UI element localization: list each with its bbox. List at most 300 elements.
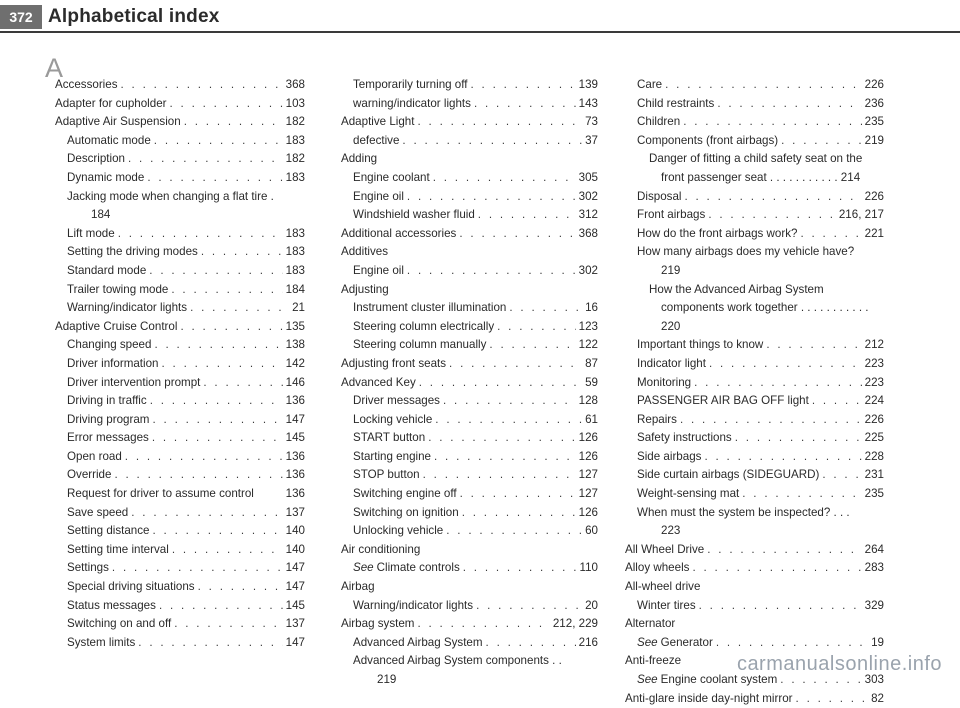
entry-page: 145 [285, 598, 305, 612]
index-entry [637, 132, 884, 151]
index-entry [55, 318, 305, 337]
entry-term: Driver messages [353, 394, 440, 408]
entry-term: STOP button [353, 468, 420, 482]
index-entry [353, 336, 598, 355]
entry-page: 216 [578, 635, 598, 649]
leader-dots [699, 597, 862, 616]
index-entry [67, 634, 305, 653]
leader-dots [735, 429, 862, 448]
index-column-3 [625, 76, 884, 708]
leader-dots [716, 634, 868, 653]
index-entry [637, 411, 884, 430]
entry-term: Steering column manually [353, 338, 487, 352]
index-entry [55, 76, 305, 95]
entry-term: Side airbags [637, 449, 702, 463]
entry-page: 103 [285, 96, 305, 110]
entry-page: 219 [864, 133, 884, 147]
index-entry [353, 652, 598, 689]
entry-page: 136 [285, 394, 305, 408]
entry-term-text: Climate controls [376, 561, 460, 575]
entry-term: Unlocking vehicle [353, 524, 444, 538]
entry-page: 235 [864, 115, 884, 129]
entry-page: 59 [585, 375, 598, 389]
leader-dots [159, 597, 283, 616]
leader-dots [419, 374, 582, 393]
leader-dots [407, 262, 576, 281]
entry-term: How the Advanced Airbag System components work together [649, 282, 824, 315]
leader-dots [118, 225, 283, 244]
leader-dots [489, 336, 575, 355]
entry-term: Adaptive Light [341, 115, 415, 129]
leader-dots [428, 429, 575, 448]
entry-page: 128 [578, 394, 598, 408]
entry-page: 136 [285, 487, 305, 501]
leader-dots [486, 634, 576, 653]
index-entry [67, 336, 305, 355]
entry-page: 16 [585, 301, 598, 315]
index-heading: Air conditioning [341, 542, 421, 556]
entry-page: 305 [578, 170, 598, 184]
index-entry [67, 522, 305, 541]
entry-page: 136 [285, 468, 305, 482]
entry-term: Winter tires [637, 598, 696, 612]
entry-term: Adapter for cupholder [55, 96, 167, 110]
entry-page: 182 [285, 115, 305, 129]
index-entry [637, 206, 884, 225]
entry-term: warning/indicator lights [353, 96, 471, 110]
index-entry [353, 411, 598, 430]
entry-term: Engine coolant [353, 170, 430, 184]
index-entry [55, 95, 305, 114]
leader-dots [708, 206, 836, 225]
leader-dots [407, 188, 576, 207]
entry-page: 110 [579, 561, 598, 575]
leader-dots [717, 95, 861, 114]
entry-term: Disposal [637, 189, 682, 203]
index-heading: Airbag [341, 580, 375, 594]
index-entry [637, 392, 884, 411]
entry-page: 147 [285, 412, 305, 426]
index-entry [353, 466, 598, 485]
entry-page: 139 [578, 78, 598, 91]
leader-dots [402, 132, 582, 151]
entry-page: 312 [578, 208, 598, 222]
leader-dots [121, 76, 283, 95]
entry-term: Instrument cluster illumination [353, 301, 507, 315]
entry-term: Driver intervention prompt [67, 375, 201, 389]
index-heading: Adjusting [341, 282, 389, 296]
entry-page: 223 [864, 356, 884, 370]
see-reference: See [637, 635, 658, 649]
leader-dots [478, 206, 576, 225]
index-entry [353, 76, 598, 95]
entry-page: 37 [585, 133, 598, 147]
entry-term: Side curtain airbags (SIDEGUARD) [637, 468, 820, 482]
index-entry [341, 355, 598, 374]
leader-dots [692, 559, 861, 578]
entry-page: 140 [285, 542, 305, 556]
leader-dots [709, 355, 862, 374]
entry-page: 329 [864, 598, 884, 612]
index-entry [67, 411, 305, 430]
index-entry [67, 448, 305, 467]
leader-dots [446, 522, 582, 541]
see-reference: See [637, 673, 658, 686]
leader-dots [114, 466, 282, 485]
entry-term: PASSENGER AIR BAG OFF light [637, 394, 809, 408]
entry-page: 225 [864, 431, 884, 445]
leader-dots [417, 615, 549, 634]
leader-dots [180, 318, 282, 337]
entry-page: 220 [661, 319, 681, 333]
leader-dots [459, 225, 575, 244]
leader-dots [665, 76, 862, 95]
entry-page: 368 [578, 226, 598, 240]
leader-dots [128, 150, 283, 169]
page-number-badge: 372 [0, 5, 42, 29]
index-entry [341, 374, 598, 393]
entry-page: 140 [285, 524, 305, 538]
entry-page: 183 [285, 245, 305, 259]
index-entry [637, 355, 884, 374]
entry-term: Save speed [67, 505, 129, 519]
entry-page: 219 [661, 263, 681, 277]
leader-dots [154, 336, 282, 355]
index-entry [637, 597, 884, 616]
index-entry [67, 132, 305, 151]
entry-term: Monitoring [637, 375, 692, 389]
index-entry [625, 559, 884, 578]
entry-term [353, 559, 460, 578]
entry-term: Jacking mode when changing a flat tire . [67, 189, 274, 203]
index-entry [55, 113, 305, 132]
entry-page: 368 [285, 78, 305, 91]
index-entry [67, 615, 305, 634]
index-entry [353, 262, 598, 281]
entry-term: Front airbags [637, 208, 706, 222]
index-entry [353, 634, 598, 653]
entry-page: 303 [864, 673, 884, 686]
leader-dots [694, 374, 862, 393]
header-divider [0, 31, 960, 33]
entry-term: Special driving situations [67, 580, 195, 594]
leader-dots [417, 113, 582, 132]
leader-dots [435, 411, 582, 430]
entry-page: 126 [578, 505, 598, 519]
leader-dots [433, 169, 576, 188]
entry-term: Airbag system [341, 617, 415, 631]
entry-page: 231 [864, 468, 884, 482]
leader-dots: . . . . . . . . . . . [797, 301, 869, 315]
leader-dots [434, 448, 576, 467]
leader-dots [704, 448, 861, 467]
entry-term: Settings [67, 561, 109, 575]
entry-term: Care [637, 78, 663, 91]
leader-dots [781, 132, 862, 151]
entry-page: 302 [578, 189, 598, 203]
entry-term: Weight-sensing mat [637, 487, 740, 501]
entry-page: 127 [578, 487, 598, 501]
entry-term: Repairs [637, 412, 677, 426]
entry-page: 60 [585, 524, 598, 538]
entry-page: 146 [285, 375, 305, 389]
index-heading: All-wheel drive [625, 580, 701, 594]
index-entry [353, 299, 598, 318]
entry-term: Setting distance [67, 524, 150, 538]
entry-page: 214 [840, 170, 861, 184]
entry-page: 212 [864, 338, 884, 352]
entry-page: 126 [578, 449, 598, 463]
leader-dots [423, 466, 576, 485]
entry-page: 147 [285, 561, 305, 575]
entry-page: 137 [285, 505, 305, 519]
see-reference: See [353, 561, 374, 575]
entry-term: Indicator light [637, 356, 706, 370]
index-entry [353, 132, 598, 151]
index-column-2 [341, 76, 598, 690]
entry-term: Advanced Airbag System components . . [353, 654, 562, 668]
entry-term: Changing speed [67, 338, 152, 352]
index-entry [67, 392, 305, 411]
index-entry [625, 541, 884, 560]
leader-dots [822, 466, 861, 485]
index-heading: Additives [341, 245, 389, 259]
index-entry [637, 188, 884, 207]
index-entry [67, 429, 305, 448]
entry-page: 136 [285, 449, 305, 463]
leader-dots [449, 355, 582, 374]
entry-page: 73 [585, 115, 598, 129]
leader-dots [509, 299, 582, 318]
entry-term: Override [67, 468, 112, 482]
index-entry [341, 615, 598, 634]
entry-term: Engine oil [353, 263, 404, 277]
index-entry [637, 336, 884, 355]
entry-page: 184 [91, 208, 111, 222]
index-entry [67, 243, 305, 262]
index-entry [353, 169, 598, 188]
entry-page: 212, 229 [552, 617, 598, 631]
leader-dots [707, 541, 861, 560]
leader-dots [742, 485, 861, 504]
leader-dots [680, 411, 862, 430]
entry-term: Request for driver to assume control [67, 487, 254, 501]
entry-page: 147 [285, 635, 305, 649]
leader-dots [476, 597, 582, 616]
index-entry [341, 113, 598, 132]
entry-term: Description [67, 152, 125, 166]
entry-page: 126 [578, 431, 598, 445]
index-entry [637, 150, 884, 187]
entry-page: 228 [864, 449, 884, 463]
index-entry [67, 299, 305, 318]
leader-dots [152, 429, 283, 448]
leader-dots: . . . . . . . . . . . [766, 170, 841, 184]
entry-page: 226 [864, 78, 884, 91]
entry-term: Standard mode [67, 263, 147, 277]
entry-page: 87 [585, 356, 598, 370]
leader-dots [766, 336, 861, 355]
entry-term: Locking vehicle [353, 412, 433, 426]
entry-page: 216, 217 [838, 208, 884, 222]
entry-term: Advanced Key [341, 375, 416, 389]
leader-dots [463, 559, 577, 578]
entry-page: 236 [864, 96, 884, 110]
entry-term: Windshield washer fluid [353, 208, 475, 222]
entry-term: Adaptive Air Suspension [55, 115, 181, 129]
index-entry [67, 150, 305, 169]
leader-dots [683, 113, 861, 132]
entry-term: defective [353, 133, 400, 147]
entry-term: Steering column electrically [353, 319, 495, 333]
index-entry [67, 169, 305, 188]
entry-page: 123 [578, 319, 598, 333]
entry-term: START button [353, 431, 426, 445]
entry-term: All Wheel Drive [625, 542, 705, 556]
watermark-text[interactable]: carmanualsonline.info [736, 653, 942, 675]
entry-page: 20 [585, 598, 598, 612]
leader-dots [174, 615, 282, 634]
entry-page: 19 [871, 635, 884, 649]
index-entry [67, 374, 305, 393]
index-entry [637, 95, 884, 114]
leader-dots [147, 169, 282, 188]
index-entry [67, 281, 305, 300]
index-column-1 [55, 76, 305, 652]
entry-term: Driver information [67, 356, 159, 370]
leader-dots [131, 504, 282, 523]
entry-page: 184 [285, 282, 305, 296]
entry-term: Components (front airbags) [637, 133, 779, 147]
entry-page: 135 [285, 319, 305, 333]
entry-page: 145 [285, 431, 305, 445]
entry-page: 302 [578, 263, 598, 277]
leader-dots [153, 522, 283, 541]
index-entry [637, 634, 884, 653]
entry-page: 122 [578, 338, 598, 352]
leader-dots [154, 132, 283, 151]
entry-term: Warning/indicator lights [67, 301, 188, 315]
entry-page: 183 [285, 170, 305, 184]
entry-term: Switching on and off [67, 617, 172, 631]
leader-dots [171, 281, 282, 300]
entry-term: Starting engine [353, 449, 431, 463]
leader-dots [812, 392, 862, 411]
index-heading: Alternator [625, 617, 676, 631]
entry-page: 182 [285, 152, 305, 166]
entry-page: 226 [864, 189, 884, 203]
entry-page: 219 [377, 673, 397, 686]
leader-dots [684, 188, 861, 207]
entry-page: 137 [285, 617, 305, 631]
index-entry [637, 113, 884, 132]
leader-dots [138, 634, 282, 653]
index-entry [67, 355, 305, 374]
index-entry [341, 225, 598, 244]
entry-term: Additional accessories [341, 226, 457, 240]
index-entry [67, 578, 305, 597]
entry-page: 221 [864, 226, 884, 240]
entry-page: 138 [285, 338, 305, 352]
entry-term: Engine oil [353, 189, 404, 203]
leader-dots [198, 578, 283, 597]
index-entry [637, 374, 884, 393]
page-header-title: Alphabetical index [48, 6, 220, 27]
index-entry [637, 504, 884, 541]
entry-page: 82 [871, 691, 884, 705]
index-entry [353, 448, 598, 467]
entry-term: Adjusting front seats [341, 356, 447, 370]
entry-term: Alloy wheels [625, 561, 690, 575]
entry-term: Important things to know [637, 338, 764, 352]
entry-term: Child restraints [637, 96, 715, 110]
entry-page: 264 [864, 542, 884, 556]
entry-term: Switching engine off [353, 487, 457, 501]
index-entry [637, 281, 884, 337]
index-entry [353, 429, 598, 448]
leader-dots [152, 411, 282, 430]
entry-term: Status messages [67, 598, 156, 612]
leader-dots [460, 485, 576, 504]
entry-term-text: Generator [660, 635, 713, 649]
entry-term: Danger of fitting a child safety seat on the front passenger seat [649, 152, 863, 184]
leader-dots [184, 113, 283, 132]
entry-term: How many airbags does my vehicle have? [637, 245, 855, 259]
index-entry [637, 485, 884, 504]
entry-page: 147 [285, 580, 305, 594]
leader-dots [462, 504, 576, 523]
index-heading: Adding [341, 152, 378, 166]
index-entry [637, 76, 884, 95]
index-entry [67, 597, 305, 616]
entry-term: How do the front airbags work? [637, 226, 798, 240]
entry-term: Dynamic mode [67, 170, 145, 184]
entry-term: System limits [67, 635, 136, 649]
leader-dots [201, 243, 283, 262]
index-entry [353, 95, 598, 114]
index-entry [625, 690, 884, 708]
leader-dots [800, 225, 861, 244]
index-entry [637, 466, 884, 485]
index-entry [637, 429, 884, 448]
entry-page: 21 [292, 301, 305, 315]
index-entry [353, 318, 598, 337]
leader-dots [112, 559, 283, 578]
index-entry [67, 225, 305, 244]
leader-dots [125, 448, 283, 467]
entry-page: 183 [285, 263, 305, 277]
entry-page: 127 [578, 468, 598, 482]
index-entry [637, 225, 884, 244]
entry-term: Children [637, 115, 681, 129]
entry-term: Accessories [55, 78, 118, 91]
entry-term: Temporarily turning off [353, 78, 468, 91]
entry-page: 226 [864, 412, 884, 426]
index-entry [353, 504, 598, 523]
entry-term: Automatic mode [67, 133, 151, 147]
entry-term: Open road [67, 449, 122, 463]
leader-dots [162, 355, 283, 374]
entry-page: 223 [864, 375, 884, 389]
entry-page: 143 [578, 96, 598, 110]
index-entry [637, 448, 884, 467]
index-entry [353, 188, 598, 207]
section-letter: A [45, 53, 64, 83]
leader-dots [203, 374, 282, 393]
entry-page: 223 [661, 524, 681, 538]
index-entry [353, 485, 598, 504]
leader-dots [497, 318, 576, 337]
